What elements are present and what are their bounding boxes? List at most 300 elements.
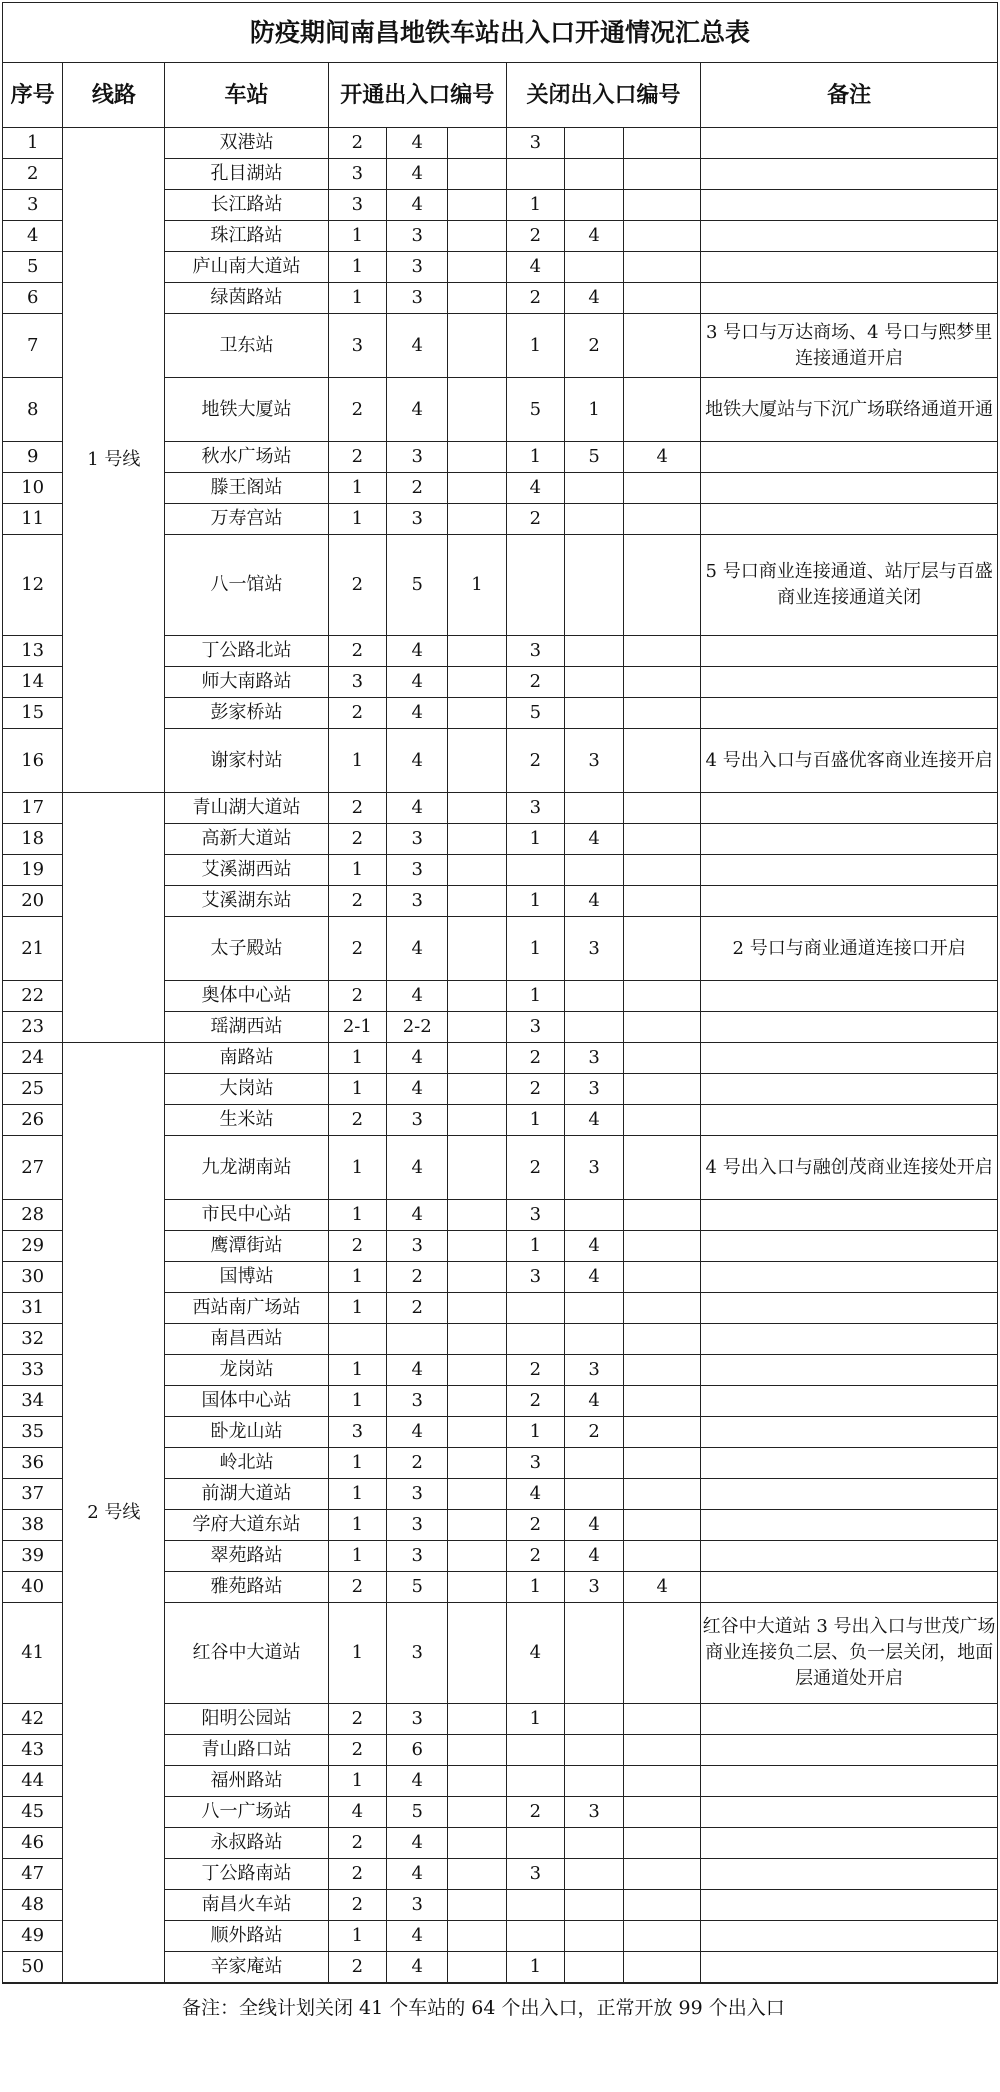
open-entrance: 1 [328, 1448, 386, 1479]
closed-entrance [564, 1890, 623, 1921]
remark-cell [701, 1417, 998, 1448]
closed-entrance [624, 1828, 701, 1859]
open-entrance: 1 [328, 1136, 386, 1200]
open-entrance [448, 1766, 506, 1797]
open-entrance [448, 221, 506, 252]
station-name: 孔目湖站 [165, 159, 328, 190]
closed-entrance [624, 886, 701, 917]
closed-entrance: 3 [564, 1572, 623, 1603]
closed-entrance: 1 [564, 378, 623, 442]
open-entrance: 1 [328, 1479, 386, 1510]
closed-entrance: 4 [564, 1510, 623, 1541]
open-entrance: 2 [387, 1293, 448, 1324]
closed-entrance: 2 [564, 314, 623, 378]
open-entrance [448, 442, 506, 473]
open-entrance [448, 917, 506, 981]
closed-entrance [624, 1355, 701, 1386]
closed-entrance: 2 [506, 1355, 564, 1386]
remark-cell [701, 128, 998, 159]
closed-entrance [624, 1766, 701, 1797]
remark-cell [701, 1890, 998, 1921]
open-entrance [448, 1355, 506, 1386]
station-name: 庐山南大道站 [165, 252, 328, 283]
station-name: 学府大道东站 [165, 1510, 328, 1541]
closed-entrance: 4 [506, 1479, 564, 1510]
open-entrance [448, 1859, 506, 1890]
closed-entrance [624, 855, 701, 886]
open-entrance: 3 [387, 1603, 448, 1704]
closed-entrance: 4 [506, 252, 564, 283]
row-number: 1 [3, 128, 63, 159]
station-name: 滕王阁站 [165, 473, 328, 504]
line-cell: 1 号线 [63, 128, 165, 793]
line-cell [63, 793, 165, 1043]
closed-entrance: 1 [506, 1231, 564, 1262]
remark-cell [701, 1324, 998, 1355]
open-entrance [448, 698, 506, 729]
closed-entrance [624, 1510, 701, 1541]
closed-entrance [624, 824, 701, 855]
remark-cell: 3 号口与万达商场、4 号口与熙梦里连接通道开启 [701, 314, 998, 378]
remark-cell [701, 1828, 998, 1859]
summary-sheet [2, 2, 998, 2090]
closed-entrance [624, 252, 701, 283]
closed-entrance: 2 [506, 1074, 564, 1105]
remark-cell [701, 1200, 998, 1231]
closed-entrance: 2 [506, 1541, 564, 1572]
closed-entrance [564, 1766, 623, 1797]
remark-cell [701, 1074, 998, 1105]
closed-entrance: 2 [506, 283, 564, 314]
open-entrance: 3 [387, 221, 448, 252]
station-name: 万寿宫站 [165, 504, 328, 535]
open-entrance: 2 [328, 1952, 386, 1983]
row-number: 28 [3, 1200, 63, 1231]
station-name: 市民中心站 [165, 1200, 328, 1231]
closed-entrance [624, 1797, 701, 1828]
open-entrance [448, 1417, 506, 1448]
closed-entrance [506, 159, 564, 190]
remark-cell [701, 1293, 998, 1324]
closed-entrance [624, 1735, 701, 1766]
closed-entrance: 4 [564, 886, 623, 917]
open-entrance: 2 [328, 535, 386, 636]
open-entrance [448, 1136, 506, 1200]
closed-entrance: 4 [564, 1262, 623, 1293]
row-number: 26 [3, 1105, 63, 1136]
closed-entrance: 2 [506, 1386, 564, 1417]
open-entrance: 4 [387, 729, 448, 793]
closed-entrance: 4 [564, 1541, 623, 1572]
open-entrance: 4 [387, 698, 448, 729]
open-entrance: 1 [328, 1262, 386, 1293]
row-number: 6 [3, 283, 63, 314]
open-entrance: 3 [387, 504, 448, 535]
station-name: 奥体中心站 [165, 981, 328, 1012]
remark-cell: 4 号出入口与百盛优客商业连接开启 [701, 729, 998, 793]
remark-cell [701, 855, 998, 886]
open-entrance: 3 [387, 1479, 448, 1510]
row-number: 44 [3, 1766, 63, 1797]
closed-entrance [506, 1324, 564, 1355]
closed-entrance: 4 [564, 1105, 623, 1136]
row-number: 42 [3, 1704, 63, 1735]
closed-entrance: 1 [506, 1105, 564, 1136]
closed-entrance [506, 855, 564, 886]
row-number: 39 [3, 1541, 63, 1572]
open-entrance [328, 1324, 386, 1355]
open-entrance: 1 [328, 1541, 386, 1572]
closed-entrance [564, 190, 623, 221]
closed-entrance [564, 1952, 623, 1983]
closed-entrance [624, 221, 701, 252]
open-entrance [448, 504, 506, 535]
open-entrance: 1 [328, 1386, 386, 1417]
header-open-entrances: 开通出入口编号 [328, 63, 506, 128]
row-number: 21 [3, 917, 63, 981]
open-entrance: 3 [387, 1105, 448, 1136]
closed-entrance: 1 [506, 442, 564, 473]
closed-entrance [624, 1386, 701, 1417]
station-name: 谢家村站 [165, 729, 328, 793]
closed-entrance [624, 128, 701, 159]
closed-entrance [624, 378, 701, 442]
closed-entrance: 2 [506, 729, 564, 793]
station-name: 地铁大厦站 [165, 378, 328, 442]
open-entrance: 2 [328, 917, 386, 981]
closed-entrance [564, 473, 623, 504]
remark-cell [701, 504, 998, 535]
row-number: 17 [3, 793, 63, 824]
remark-cell [701, 1043, 998, 1074]
closed-entrance [564, 855, 623, 886]
closed-entrance [624, 1417, 701, 1448]
remark-cell [701, 1952, 998, 1983]
station-name: 九龙湖南站 [165, 1136, 328, 1200]
closed-entrance: 2 [506, 1136, 564, 1200]
open-entrance [448, 1828, 506, 1859]
open-entrance: 3 [387, 1704, 448, 1735]
station-name: 生米站 [165, 1105, 328, 1136]
remark-cell [701, 981, 998, 1012]
closed-entrance [624, 636, 701, 667]
closed-entrance [506, 1921, 564, 1952]
closed-entrance [624, 667, 701, 698]
open-entrance: 5 [387, 1797, 448, 1828]
closed-entrance [506, 1293, 564, 1324]
station-name: 西站南广场站 [165, 1293, 328, 1324]
row-number: 10 [3, 473, 63, 504]
closed-entrance [624, 1603, 701, 1704]
open-entrance [448, 1262, 506, 1293]
open-entrance: 1 [328, 729, 386, 793]
closed-entrance: 1 [506, 1417, 564, 1448]
closed-entrance: 3 [564, 1797, 623, 1828]
station-name: 国博站 [165, 1262, 328, 1293]
header-closed-entrances: 关闭出入口编号 [506, 63, 701, 128]
remark-cell [701, 1012, 998, 1043]
closed-entrance: 2 [506, 667, 564, 698]
closed-entrance: 3 [506, 1262, 564, 1293]
row-number: 36 [3, 1448, 63, 1479]
row-number: 12 [3, 535, 63, 636]
header-station: 车站 [165, 63, 328, 128]
station-name: 珠江路站 [165, 221, 328, 252]
open-entrance: 2 [328, 824, 386, 855]
station-name: 国体中心站 [165, 1386, 328, 1417]
open-entrance [448, 1043, 506, 1074]
closed-entrance: 3 [506, 636, 564, 667]
open-entrance [448, 1735, 506, 1766]
closed-entrance [624, 1890, 701, 1921]
station-name: 长江路站 [165, 190, 328, 221]
remark-cell [701, 1448, 998, 1479]
remark-cell [701, 221, 998, 252]
open-entrance: 2 [328, 1859, 386, 1890]
closed-entrance: 3 [506, 1012, 564, 1043]
row-number: 31 [3, 1293, 63, 1324]
open-entrance: 4 [387, 1043, 448, 1074]
closed-entrance [624, 504, 701, 535]
open-entrance [448, 1479, 506, 1510]
closed-entrance: 1 [506, 190, 564, 221]
open-entrance [387, 1324, 448, 1355]
closed-entrance [564, 252, 623, 283]
open-entrance: 2 [328, 636, 386, 667]
closed-entrance: 4 [564, 824, 623, 855]
remark-cell [701, 1704, 998, 1735]
open-entrance [448, 190, 506, 221]
open-entrance: 1 [328, 283, 386, 314]
closed-entrance [624, 1105, 701, 1136]
closed-entrance [624, 159, 701, 190]
closed-entrance [564, 1012, 623, 1043]
closed-entrance [564, 1324, 623, 1355]
open-entrance: 5 [387, 1572, 448, 1603]
table-row [3, 793, 998, 824]
station-name: 南路站 [165, 1043, 328, 1074]
open-entrance [448, 1448, 506, 1479]
closed-entrance [564, 1704, 623, 1735]
open-entrance: 3 [328, 1417, 386, 1448]
open-entrance: 3 [387, 252, 448, 283]
station-name: 秋水广场站 [165, 442, 328, 473]
station-name: 翠苑路站 [165, 1541, 328, 1572]
open-entrance [448, 1324, 506, 1355]
remark-cell [701, 1510, 998, 1541]
open-entrance: 2 [328, 1105, 386, 1136]
open-entrance: 2 [328, 793, 386, 824]
closed-entrance: 2 [564, 1417, 623, 1448]
remark-cell: 2 号口与商业通道连接口开启 [701, 917, 998, 981]
open-entrance: 4 [328, 1797, 386, 1828]
row-number: 25 [3, 1074, 63, 1105]
station-name: 阳明公园站 [165, 1704, 328, 1735]
open-entrance [448, 314, 506, 378]
open-entrance [448, 1510, 506, 1541]
open-entrance: 2 [328, 378, 386, 442]
open-entrance: 2 [328, 1890, 386, 1921]
open-entrance: 4 [387, 1766, 448, 1797]
open-entrance [448, 1012, 506, 1043]
open-entrance: 1 [328, 1355, 386, 1386]
row-number: 50 [3, 1952, 63, 1983]
closed-entrance: 1 [506, 1704, 564, 1735]
open-entrance: 4 [387, 1859, 448, 1890]
open-entrance: 4 [387, 1074, 448, 1105]
open-entrance: 1 [328, 504, 386, 535]
station-name: 八一广场站 [165, 1797, 328, 1828]
open-entrance: 4 [387, 667, 448, 698]
open-entrance: 3 [328, 159, 386, 190]
open-entrance: 2 [387, 1262, 448, 1293]
station-name: 瑶湖西站 [165, 1012, 328, 1043]
closed-entrance [624, 1859, 701, 1890]
open-entrance: 1 [328, 1510, 386, 1541]
open-entrance: 3 [387, 855, 448, 886]
closed-entrance: 3 [564, 1355, 623, 1386]
open-entrance: 3 [328, 314, 386, 378]
station-name: 永叔路站 [165, 1828, 328, 1859]
closed-entrance: 2 [506, 1510, 564, 1541]
remark-cell [701, 1921, 998, 1952]
closed-entrance [624, 1921, 701, 1952]
closed-entrance: 3 [506, 128, 564, 159]
open-entrance: 4 [387, 1136, 448, 1200]
open-entrance: 1 [328, 1043, 386, 1074]
station-name: 丁公路南站 [165, 1859, 328, 1890]
row-number: 41 [3, 1603, 63, 1704]
remark-cell [701, 1797, 998, 1828]
closed-entrance [624, 1293, 701, 1324]
open-entrance: 5 [387, 535, 448, 636]
row-number: 24 [3, 1043, 63, 1074]
open-entrance: 2 [328, 1572, 386, 1603]
closed-entrance: 1 [506, 824, 564, 855]
open-entrance [448, 824, 506, 855]
closed-entrance [564, 698, 623, 729]
row-number: 45 [3, 1797, 63, 1828]
open-entrance: 2 [328, 442, 386, 473]
open-entrance: 2 [328, 981, 386, 1012]
station-name: 师大南路站 [165, 667, 328, 698]
remark-cell: 地铁大厦站与下沉广场联络通道开通 [701, 378, 998, 442]
open-entrance: 3 [387, 1890, 448, 1921]
row-number: 40 [3, 1572, 63, 1603]
open-entrance: 3 [387, 824, 448, 855]
remark-cell [701, 1355, 998, 1386]
remark-cell [701, 667, 998, 698]
open-entrance: 2 [328, 698, 386, 729]
open-entrance: 3 [387, 886, 448, 917]
row-number: 11 [3, 504, 63, 535]
station-name: 卧龙山站 [165, 1417, 328, 1448]
open-entrance: 2 [328, 1231, 386, 1262]
open-entrance: 3 [328, 190, 386, 221]
row-number: 4 [3, 221, 63, 252]
closed-entrance [624, 1324, 701, 1355]
row-number: 33 [3, 1355, 63, 1386]
station-name: 岭北站 [165, 1448, 328, 1479]
closed-entrance [624, 314, 701, 378]
closed-entrance: 2 [506, 504, 564, 535]
remark-cell [701, 1541, 998, 1572]
remark-cell: 4 号出入口与融创茂商业连接处开启 [701, 1136, 998, 1200]
closed-entrance [564, 1828, 623, 1859]
station-name: 丁公路北站 [165, 636, 328, 667]
header-line: 线路 [63, 63, 165, 128]
closed-entrance [564, 1479, 623, 1510]
closed-entrance [506, 535, 564, 636]
remark-cell: 红谷中大道站 3 号出入口与世茂广场商业连接负二层、负一层关闭，地面层通道处开启 [701, 1603, 998, 1704]
closed-entrance: 2 [506, 1797, 564, 1828]
row-number: 5 [3, 252, 63, 283]
open-entrance: 1 [448, 535, 506, 636]
remark-cell [701, 793, 998, 824]
station-name: 卫东站 [165, 314, 328, 378]
open-entrance: 2 [328, 1704, 386, 1735]
closed-entrance [624, 1704, 701, 1735]
station-name: 艾溪湖西站 [165, 855, 328, 886]
row-number: 43 [3, 1735, 63, 1766]
open-entrance [448, 1105, 506, 1136]
open-entrance: 3 [387, 1541, 448, 1572]
open-entrance: 6 [387, 1735, 448, 1766]
row-number: 47 [3, 1859, 63, 1890]
open-entrance [448, 473, 506, 504]
open-entrance: 4 [387, 1417, 448, 1448]
row-number: 13 [3, 636, 63, 667]
row-number: 46 [3, 1828, 63, 1859]
remark-cell [701, 1231, 998, 1262]
open-entrance: 2-1 [328, 1012, 386, 1043]
open-entrance [448, 1952, 506, 1983]
closed-entrance: 3 [564, 917, 623, 981]
closed-entrance [624, 283, 701, 314]
station-name: 南昌火车站 [165, 1890, 328, 1921]
table-title: 防疫期间南昌地铁车站出入口开通情况汇总表 [3, 3, 998, 63]
open-entrance [448, 1293, 506, 1324]
open-entrance [448, 1890, 506, 1921]
open-entrance: 4 [387, 793, 448, 824]
open-entrance: 1 [328, 1921, 386, 1952]
closed-entrance [564, 1603, 623, 1704]
closed-entrance [624, 1200, 701, 1231]
station-name: 鹰潭街站 [165, 1231, 328, 1262]
row-number: 22 [3, 981, 63, 1012]
closed-entrance: 4 [624, 442, 701, 473]
closed-entrance: 1 [506, 981, 564, 1012]
open-entrance [448, 159, 506, 190]
open-entrance [448, 1572, 506, 1603]
closed-entrance [624, 698, 701, 729]
open-entrance [448, 1386, 506, 1417]
open-entrance: 2 [387, 473, 448, 504]
closed-entrance: 4 [564, 1386, 623, 1417]
closed-entrance: 1 [506, 314, 564, 378]
open-entrance: 4 [387, 314, 448, 378]
remark-cell [701, 442, 998, 473]
open-entrance: 1 [328, 1074, 386, 1105]
header-seq: 序号 [3, 63, 63, 128]
open-entrance [448, 793, 506, 824]
row-number: 14 [3, 667, 63, 698]
open-entrance: 2 [328, 886, 386, 917]
open-entrance: 1 [328, 252, 386, 283]
closed-entrance: 2 [506, 1043, 564, 1074]
row-number: 34 [3, 1386, 63, 1417]
open-entrance: 4 [387, 378, 448, 442]
